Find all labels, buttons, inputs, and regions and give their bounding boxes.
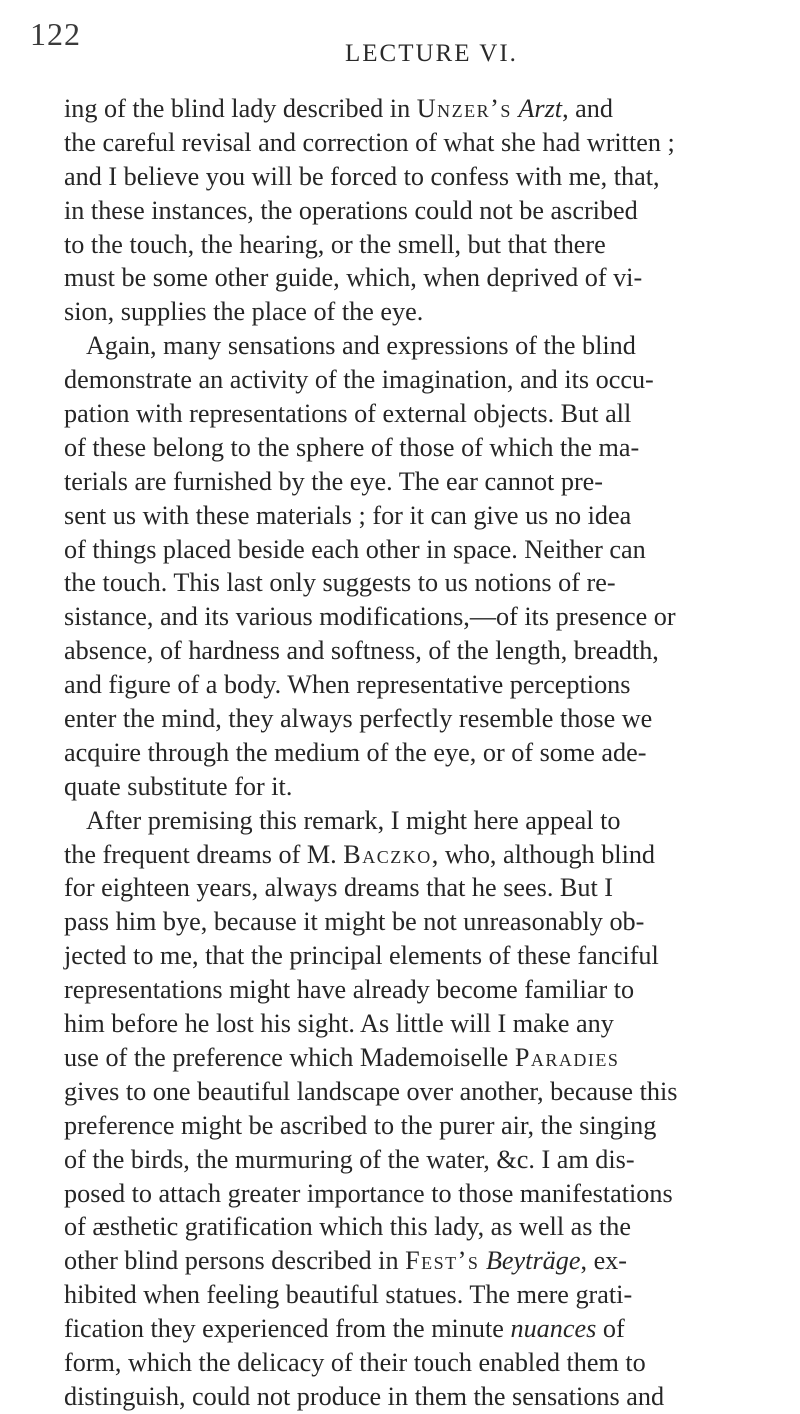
- text-segment: sion, supplies the place of the eye.: [64, 297, 424, 327]
- text-line: [64, 431, 794, 465]
- text-segment: of things placed beside each other in space. Neither can: [64, 534, 646, 564]
- text-line: [64, 702, 794, 736]
- text-line: [64, 566, 794, 600]
- text-segment: must be some other guide, which, when deprived of vi-: [64, 263, 643, 293]
- text-segment: absence, of hardness and softness, of the length, breadth,: [64, 636, 659, 666]
- small-caps-name: Fest’s: [405, 1246, 480, 1276]
- text-line: [64, 1007, 794, 1041]
- text-segment: and figure of a body. When representative perceptions: [64, 670, 631, 700]
- text-line: [64, 1346, 794, 1380]
- text-line: [64, 1380, 794, 1414]
- text-line: [64, 1210, 794, 1244]
- text-line: [64, 92, 794, 126]
- small-caps-name: Baczko: [343, 839, 432, 869]
- text-line: [64, 1312, 794, 1346]
- text-segment: distinguish, could not produce in them the sensations and: [64, 1381, 665, 1411]
- italic-term: nuances: [510, 1314, 597, 1344]
- page-number: 122: [30, 16, 81, 52]
- text-segment: pass him bye, because it might be not unreasonably ob-: [64, 907, 645, 937]
- text-segment: sent us with these materials ; for it can give us no idea: [64, 500, 632, 530]
- text-line: [64, 329, 794, 363]
- text-segment: use of the preference which Mademoiselle: [64, 1042, 515, 1072]
- text-segment: him before he lost his sight. As little will I make any: [64, 1009, 614, 1039]
- text-line: [64, 1075, 794, 1109]
- text-segment: to the touch, the hearing, or the smell, but that there: [64, 229, 606, 259]
- running-head: LECTURE VI.: [345, 40, 518, 67]
- text-segment: pation with representations of external objects. But all: [64, 399, 632, 429]
- text-segment: enter the mind, they always perfectly resemble those we: [64, 704, 653, 734]
- text-line: [64, 533, 794, 567]
- text-segment: for eighteen years, always dreams that he sees. But I: [64, 873, 614, 903]
- text-segment: terials are furnished by the eye. The ear cannot pre-: [64, 466, 604, 496]
- text-line: [64, 804, 794, 838]
- text-line: [64, 770, 794, 804]
- text-segment: hibited when feeling beautiful statues. The mere grati-: [64, 1280, 633, 1310]
- text-line: [64, 1177, 794, 1211]
- text-line: [64, 736, 794, 770]
- italic-term: Arzt: [518, 94, 563, 123]
- text-segment: the frequent dreams of M.: [64, 839, 344, 869]
- text-segment: ing of the blind lady described in: [64, 94, 417, 123]
- text-line: [64, 1109, 794, 1143]
- text-line: [64, 634, 794, 668]
- text-segment: representations might have already become familiar to: [64, 975, 635, 1005]
- text-segment: in these instances, the operations could not be ascribed: [64, 195, 638, 225]
- text-segment: the touch. This last only suggests to us notions of re-: [64, 568, 616, 598]
- text-segment: fication they experienced from the minute: [64, 1314, 511, 1344]
- small-caps-name: Unzer’s: [416, 94, 512, 123]
- italic-term: Beyträge: [485, 1246, 581, 1276]
- text-segment: form, which the delicacy of their touch enabled them to: [64, 1347, 646, 1377]
- text-segment: of the birds, the murmuring of the water, &c. I am dis-: [64, 1144, 635, 1174]
- text-line: [64, 1041, 794, 1075]
- small-caps-name: Paradies: [514, 1042, 620, 1072]
- text-segment: of: [596, 1314, 625, 1344]
- text-segment: , who, although blind: [431, 839, 656, 869]
- text-line: [64, 1143, 794, 1177]
- text-line: [64, 600, 794, 634]
- text-line: [64, 160, 794, 194]
- text-line: [64, 668, 794, 702]
- text-line: [64, 261, 794, 295]
- text-segment: of these belong to the sphere of those of which the ma-: [64, 432, 640, 462]
- text-line: [64, 973, 794, 1007]
- text-line: [64, 126, 794, 160]
- text-line: [64, 838, 794, 872]
- text-segment: , ex-: [580, 1246, 628, 1276]
- text-segment: sistance, and its various modifications,—of its presence or: [64, 602, 676, 632]
- text-segment: jected to me, that the principal elements of these fanciful: [64, 941, 659, 971]
- text-segment: demonstrate an activity of the imagination, and its occu-: [64, 365, 654, 395]
- text-line: [64, 465, 794, 499]
- text-segment: gives to one beautiful landscape over another, because this: [64, 1076, 678, 1106]
- text-line: [64, 1244, 794, 1278]
- text-segment: After premising this remark, I might here appeal to: [86, 805, 621, 835]
- text-segment: Again, many sensations and expressions of the blind: [86, 331, 636, 361]
- body-text: [64, 92, 794, 1414]
- text-line: [64, 499, 794, 533]
- text-line: [64, 397, 794, 431]
- text-line: [64, 939, 794, 973]
- text-segment: of æsthetic gratification which this lady, as well as the: [64, 1212, 632, 1242]
- text-line: [64, 194, 794, 228]
- text-segment: quate substitute for it.: [64, 771, 293, 801]
- text-line: [64, 295, 794, 329]
- text-line: [64, 871, 794, 905]
- text-segment: and I believe you will be forced to confess with me, that,: [64, 161, 660, 191]
- text-segment: posed to attach greater importance to those manifestations: [64, 1178, 673, 1208]
- text-segment: , and: [562, 94, 613, 123]
- text-line: [64, 1278, 794, 1312]
- text-segment: preference might be ascribed to the purer air, the singing: [64, 1110, 657, 1140]
- text-segment: other blind persons described in: [64, 1246, 406, 1276]
- text-segment: acquire through the medium of the eye, or of some ade-: [64, 737, 647, 767]
- text-line: [64, 905, 794, 939]
- text-segment: the careful revisal and correction of what she had written ;: [64, 127, 675, 157]
- text-line: [64, 363, 794, 397]
- text-line: [64, 228, 794, 262]
